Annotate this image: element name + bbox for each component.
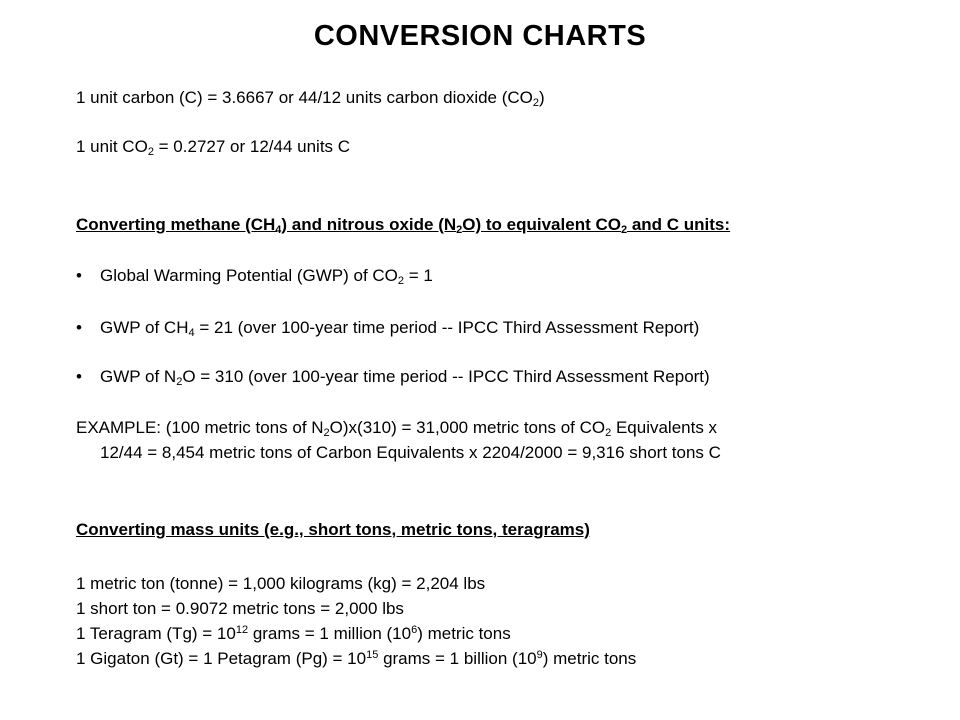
- bullet-marker: •: [76, 266, 82, 285]
- subscript: 2: [147, 146, 154, 158]
- gwp-n2o-item: [100, 367, 710, 387]
- bullet-marker: •: [76, 367, 82, 386]
- gwp-co2-item: [100, 266, 433, 286]
- text: O = 310 (over 100-year time period -- IPCC Third Assessment Report): [182, 367, 710, 386]
- text: 1 unit CO: [76, 137, 148, 156]
- text: O)x(310) = 31,000 metric tons of CO: [329, 418, 606, 437]
- example-line-2: 12/44 = 8,454 metric tons of Carbon Equivalents x 2204/2000 = 9,316 short tons C: [100, 443, 721, 462]
- superscript: 6: [411, 624, 418, 636]
- text: = 0.2727 or 12/44 units C: [153, 137, 351, 156]
- text: grams = 1 billion (10: [378, 649, 537, 668]
- subscript: 2: [620, 224, 628, 236]
- superscript: 12: [235, 624, 249, 636]
- subscript: 4: [275, 224, 282, 236]
- subscript: 2: [605, 427, 612, 439]
- subscript: 2: [397, 275, 405, 287]
- subscript: 2: [176, 376, 183, 388]
- teragram-line: [76, 624, 511, 644]
- text: Converting methane (CH: [76, 215, 276, 234]
- text: Global Warming Potential (GWP) of CO: [100, 266, 398, 285]
- text: ) metric tons: [417, 624, 511, 643]
- text: ) and nitrous oxide (N: [281, 215, 457, 234]
- gwp-ch4-item: [100, 318, 699, 338]
- mass-section-heading: Converting mass units (e.g., short tons, metric tons, teragrams): [76, 520, 590, 539]
- text: ) metric tons: [542, 649, 637, 668]
- text: 1 unit carbon (C) = 3.6667 or 44/12 units carbon dioxide (CO: [76, 88, 533, 107]
- subscript: 4: [188, 327, 195, 339]
- subscript: 2: [456, 224, 463, 236]
- co2-to-carbon-line: [76, 137, 350, 157]
- text: and C units:: [627, 215, 731, 234]
- text: = 1: [404, 266, 433, 285]
- text: Equivalents x: [611, 418, 718, 437]
- short-ton-line: 1 short ton = 0.9072 metric tons = 2,000 lbs: [76, 599, 404, 618]
- metric-ton-line: 1 metric ton (tonne) = 1,000 kilograms (kg) = 2,204 lbs: [76, 574, 486, 593]
- text: GWP of CH: [100, 318, 189, 337]
- text: grams = 1 million (10: [248, 624, 412, 643]
- superscript: 15: [366, 649, 379, 661]
- subscript: 2: [323, 427, 330, 439]
- text: 1 Teragram (Tg) = 10: [76, 624, 236, 643]
- superscript: 9: [536, 649, 543, 661]
- subscript: 2: [532, 97, 540, 109]
- text: GWP of N: [100, 367, 177, 386]
- text: EXAMPLE: (100 metric tons of N: [76, 418, 324, 437]
- methane-section-heading: [76, 215, 730, 235]
- bullet-marker: •: [76, 318, 82, 337]
- text: ): [539, 88, 545, 107]
- example-line-1: [76, 418, 717, 438]
- page-title: CONVERSION CHARTS: [313, 20, 647, 52]
- text: O) to equivalent CO: [462, 215, 621, 234]
- text: 1 Gigaton (Gt) = 1 Petagram (Pg) = 10: [76, 649, 367, 668]
- carbon-to-co2-line: [76, 88, 545, 108]
- gigaton-line: [76, 649, 636, 669]
- text: = 21 (over 100-year time period -- IPCC Third Assessment Report): [194, 318, 700, 337]
